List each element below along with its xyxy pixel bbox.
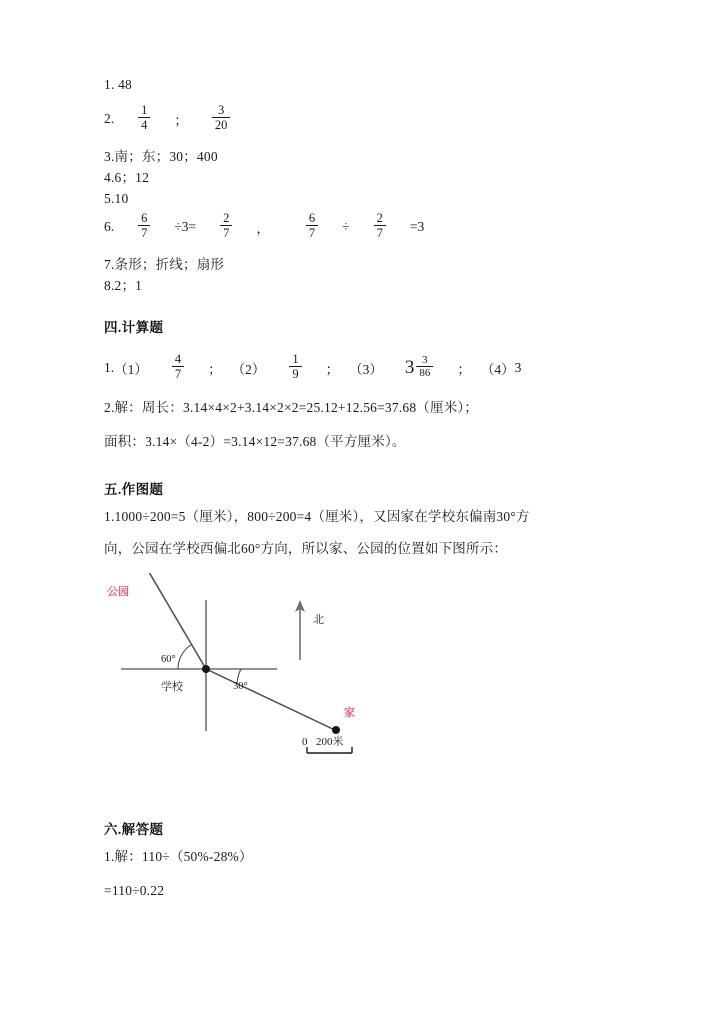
part-1-label: （1） xyxy=(114,361,148,377)
answer-2-separator: ； xyxy=(174,112,188,128)
fraction-one-quarter: $\frac{1}{4}$ xyxy=(138,103,150,133)
answer-item-5 xyxy=(104,192,128,206)
section-five-paragraph-line-1: 1.1000÷200=5（厘米），800÷200=4（厘米），又因家在学校东偏南30°方 xyxy=(104,509,530,524)
answer-item-7 xyxy=(104,258,224,272)
answer-item-1 xyxy=(104,78,132,92)
label-angle-30: 30° xyxy=(233,681,248,692)
mixed-fraction-part: $\frac{3}{86}$ xyxy=(416,354,433,380)
answer-6-number: 6. xyxy=(104,218,115,234)
mixed-number-three-and-three-eightysixths: 3 $\frac{3}{86}$ xyxy=(405,355,436,381)
answer-6-operator-2: ÷ xyxy=(342,218,350,234)
point-home xyxy=(332,726,340,734)
answer-4-number: 4. xyxy=(104,170,115,185)
section-six-heading: 六.解答题 xyxy=(104,822,164,837)
answer-1-number: 1. xyxy=(104,77,115,92)
answer-5-text: 10 xyxy=(114,191,129,206)
point-school xyxy=(202,665,210,673)
section-five-heading: 五.作图题 xyxy=(104,482,164,497)
answer-6-comma: ， xyxy=(256,220,270,236)
fraction-three-twentieths: $\frac{3}{20}$ xyxy=(212,103,231,133)
fraction-one-ninth: $\frac{1}{9}$ xyxy=(289,352,301,382)
angle-arc-60 xyxy=(178,645,191,669)
answer-7-text: 条形；折线；扇形 xyxy=(114,257,225,272)
section-four-item-2-line-1: 2.解：周长：3.14×4×2+3.14×2×2=25.12+12.56=37.68（厘米）； xyxy=(104,400,479,415)
answer-item-6 xyxy=(104,212,424,242)
section-five-paragraph-line-2: 向，公园在学校西偏北60°方向，所以家、公园的位置如下图所示： xyxy=(104,541,508,556)
section-six-line-2: =110÷0.22 xyxy=(104,883,165,898)
answer-2-number: 2. xyxy=(104,110,115,126)
fraction-six-sevenths-a: $\frac{6}{7}$ xyxy=(138,211,150,241)
fraction-two-sevenths-a: $\frac{2}{7}$ xyxy=(220,211,232,241)
answer-8-number: 8. xyxy=(104,278,115,293)
label-north: 北 xyxy=(313,614,324,626)
section-four-item-1 xyxy=(104,353,521,383)
answer-3-number: 3. xyxy=(104,149,115,164)
fraction-six-sevenths-b: $\frac{6}{7}$ xyxy=(306,211,318,241)
answer-8-text: 2；1 xyxy=(114,278,143,293)
label-park: 公园 xyxy=(107,586,129,598)
separator-2: ； xyxy=(325,361,340,377)
answer-item-8 xyxy=(104,279,142,293)
answer-item-3 xyxy=(104,150,218,164)
label-scale-value: 200米 xyxy=(316,736,344,748)
answer-4-text: 6；12 xyxy=(114,170,150,185)
ray-to-park xyxy=(146,573,206,669)
answer-item-2 xyxy=(104,104,232,134)
ray-to-home xyxy=(206,669,337,731)
answer-6-result: =3 xyxy=(409,218,425,234)
part-3-label: （3） xyxy=(349,361,383,377)
label-angle-60: 60° xyxy=(161,654,176,665)
label-scale-zero: 0 xyxy=(302,736,308,748)
label-school: 学校 xyxy=(161,681,183,693)
answer-6-operator-1: ÷3= xyxy=(174,218,197,234)
answer-5-number: 5. xyxy=(104,191,115,206)
answer-3-text: 南；东；30；400 xyxy=(114,149,218,164)
answer-1-text: 48 xyxy=(118,77,133,92)
label-home: 家 xyxy=(344,707,355,719)
direction-diagram xyxy=(99,573,389,788)
item-1-number: 1. xyxy=(104,359,115,375)
section-four-heading: 四.计算题 xyxy=(104,320,164,335)
part-4-value: 3 xyxy=(514,359,522,375)
section-four-item-2-line-2: 面积：3.14×（4-2）=3.14×12=37.68（平方厘米）。 xyxy=(104,434,406,449)
separator-1: ； xyxy=(208,361,222,377)
part-2-label: （2） xyxy=(231,361,266,377)
answer-7-number: 7. xyxy=(104,257,115,272)
answer-item-4 xyxy=(104,171,149,185)
separator-3: ； xyxy=(457,361,471,377)
section-six-line-1: 1.解：110÷（50%-28%） xyxy=(104,849,253,864)
fraction-two-sevenths-b: $\frac{2}{7}$ xyxy=(374,211,386,241)
part-4-label: （4） xyxy=(480,361,515,377)
fraction-four-sevenths: $\frac{4}{7}$ xyxy=(172,352,184,382)
